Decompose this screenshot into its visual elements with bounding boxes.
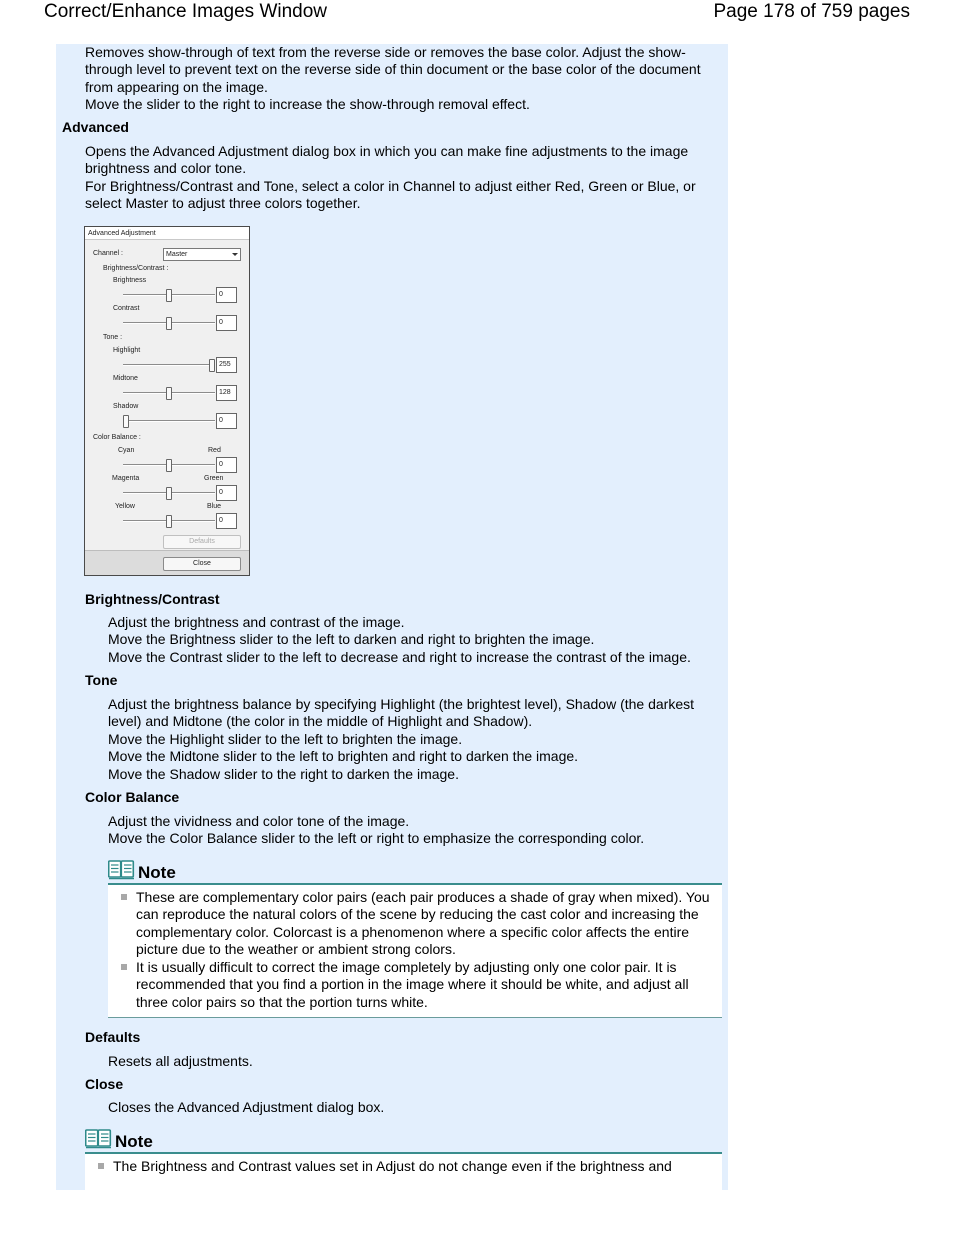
intro-paragraph: Removes show-through of text from the reverse side or removes the base color. Adjust the show-through level to prevent text on the reverse side of thin document or the base color of the document from appearing on the image. <box>85 44 701 95</box>
bullet-marker <box>98 1163 104 1169</box>
highlight-value-field[interactable]: 255 <box>216 357 237 373</box>
highlight-slider[interactable] <box>123 364 215 366</box>
note-label: Note <box>138 863 176 882</box>
blue-value-field[interactable]: 0 <box>216 513 237 529</box>
defaults-heading: Defaults <box>85 1029 141 1045</box>
shadow-slider-thumb[interactable] <box>123 415 129 428</box>
tone-heading: Tone <box>85 672 118 688</box>
bullet-marker <box>121 964 127 970</box>
page-number: Page 178 of 759 pages <box>713 1 910 22</box>
midtone-label: Midtone <box>113 375 138 382</box>
shadow-slider[interactable] <box>123 420 215 422</box>
midtone-value-field[interactable]: 128 <box>216 385 237 401</box>
blue-label: Blue <box>207 503 222 510</box>
channel-label: Channel : <box>93 250 123 257</box>
color-balance-group-label: Color Balance : <box>93 434 141 441</box>
shadow-label: Shadow <box>113 403 139 410</box>
dialog-title: Advanced Adjustment <box>85 227 249 240</box>
brightness-value-field[interactable]: 0 <box>216 287 237 303</box>
document-title: Correct/Enhance Images Window <box>44 1 328 22</box>
note-item-2: It is usually difficult to correct the image completely by adjusting only one color pair. It is recommended that you find a portion in the image where it should be white, and adjust all three color pairs so that the portion turns white. <box>136 959 689 1010</box>
note-heading <box>85 1129 365 1153</box>
brightness-contrast-group-label: Brightness/Contrast : <box>103 265 169 272</box>
chevron-down-icon <box>232 253 238 256</box>
yellow-blue-slider-thumb[interactable] <box>166 515 172 528</box>
note-label: Note <box>115 1132 153 1151</box>
color-balance-heading: Color Balance <box>85 789 180 805</box>
note-item-1: These are complementary color pairs (each pair produces a shade of gray when mixed). You can reproduce the natural colors of the scene by reducing the cast color and increasing the complementary color. Colorcast is a phenomenon where a specific color affects the entire picture due to the weather or ambient strong colors. <box>136 889 710 958</box>
red-label: Red <box>208 447 221 454</box>
brightness-contrast-line-1: Adjust the brightness and contrast of the image. <box>108 614 405 630</box>
tone-line-4: Move the Shadow slider to the right to darken the image. <box>108 766 459 782</box>
advanced-channel-desc: For Brightness/Contrast and Tone, select a color in Channel to adjust either Red, Green or Blue, or select Master to adjust three colors together. <box>85 178 696 212</box>
book-icon <box>85 1129 112 1149</box>
cyan-label: Cyan <box>118 447 135 454</box>
close-heading: Close <box>85 1076 124 1092</box>
intro-slider-text: Move the slider to the right to increase the show-through removal effect. <box>85 96 530 112</box>
color-balance-line-1: Adjust the vividness and color tone of the image. <box>108 813 410 829</box>
defaults-button[interactable]: Defaults <box>163 535 241 549</box>
green-label: Green <box>204 475 224 482</box>
yellow-label: Yellow <box>115 503 135 510</box>
midtone-slider-thumb[interactable] <box>166 387 172 400</box>
tone-line-1: Adjust the brightness balance by specifying Highlight (the brightest level), Shadow (the darkest level) and Midtone (the color in the middle of Highlight and Shadow). <box>108 696 694 730</box>
channel-select-value: Master <box>166 251 188 258</box>
red-value-field[interactable]: 0 <box>216 457 237 473</box>
brightness-contrast-line-2: Move the Brightness slider to the left to darken and right to brighten the image. <box>108 631 595 647</box>
shadow-value-field[interactable]: 0 <box>216 413 237 429</box>
brightness-label: Brightness <box>113 277 147 284</box>
green-value-field[interactable]: 0 <box>216 485 237 501</box>
tone-group-label: Tone : <box>103 334 123 341</box>
advanced-adjustment-dialog <box>84 226 250 576</box>
magenta-label: Magenta <box>112 475 140 482</box>
close-desc: Closes the Advanced Adjustment dialog box. <box>108 1099 385 1115</box>
highlight-label: Highlight <box>113 347 141 354</box>
brightness-contrast-heading: Brightness/Contrast <box>85 591 220 607</box>
note-item-1: The Brightness and Contrast values set in Adjust do not change even if the brightness and <box>113 1158 672 1174</box>
tone-line-2: Move the Highlight slider to the left to brighten the image. <box>108 731 463 747</box>
magenta-green-slider-thumb[interactable] <box>166 487 172 500</box>
contrast-label: Contrast <box>113 305 140 312</box>
channel-select[interactable] <box>163 248 241 261</box>
advanced-heading: Advanced <box>62 119 129 135</box>
defaults-desc: Resets all adjustments. <box>108 1053 253 1069</box>
cyan-red-slider-thumb[interactable] <box>166 459 172 472</box>
page-header <box>0 0 954 26</box>
book-icon <box>108 860 135 880</box>
contrast-value-field[interactable]: 0 <box>216 315 237 331</box>
highlight-slider-thumb[interactable] <box>209 359 215 372</box>
contrast-slider-thumb[interactable] <box>166 317 172 330</box>
brightness-slider-thumb[interactable] <box>166 289 172 302</box>
brightness-contrast-line-3: Move the Contrast slider to the left to decrease and right to increase the contrast of the image. <box>108 649 691 665</box>
bullet-marker <box>121 894 127 900</box>
tone-line-3: Move the Midtone slider to the left to brighten and right to darken the image. <box>108 748 579 764</box>
note-heading <box>108 860 388 884</box>
color-balance-line-2: Move the Color Balance slider to the left or right to emphasize the corresponding color. <box>108 830 645 846</box>
close-button[interactable]: Close <box>163 557 241 571</box>
advanced-desc: Opens the Advanced Adjustment dialog box in which you can make fine adjustments to the image brightness and color tone. <box>85 143 689 177</box>
